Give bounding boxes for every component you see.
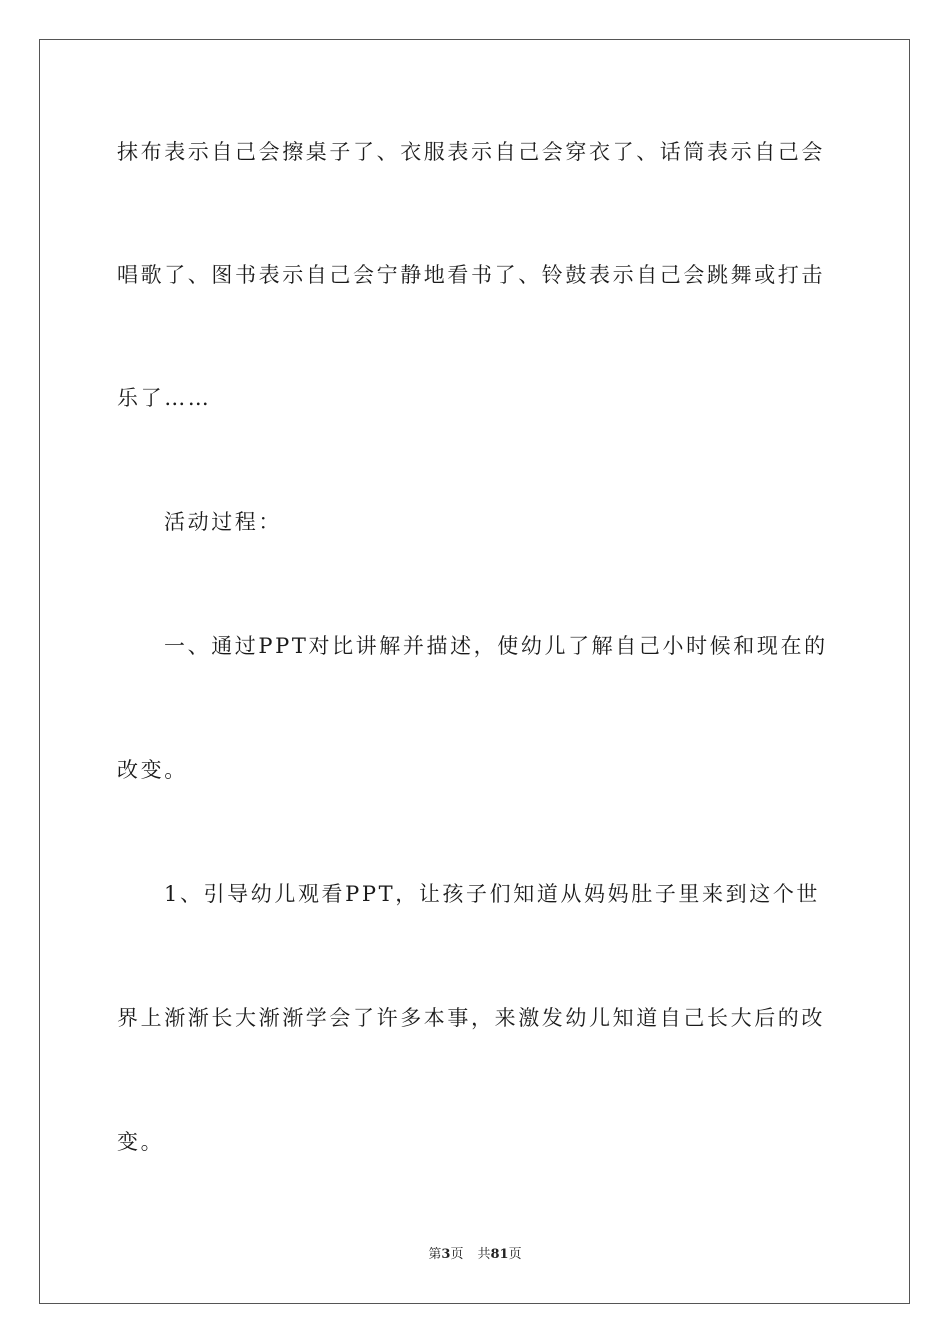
page-number: 3 [441,1247,451,1262]
body-text-line: 改变。 [117,758,188,782]
total-pages: 81 [490,1247,509,1262]
body-text-line: 1、引导幼儿观看PPT，让孩子们知道从妈妈肚子里来到这个世 [164,882,821,906]
total-prefix: 共 [477,1247,491,1262]
page-footer [0,1246,950,1264]
page-border [39,39,910,1304]
body-text-line: 变。 [117,1130,165,1154]
total-suffix: 页 [508,1247,522,1262]
body-text-line: 一、通过PPT对比讲解并描述，使幼儿了解自己小时候和现在的 [164,634,828,658]
body-text-line: 唱歌了、图书表示自己会宁静地看书了、铃鼓表示自己会跳舞或打击 [117,263,825,287]
page-prefix: 第 [428,1247,442,1262]
body-text-line: 抹布表示自己会擦桌子了、衣服表示自己会穿衣了、话筒表示自己会 [117,140,825,164]
page-suffix: 页 [450,1247,464,1262]
section-heading: 活动过程： [164,510,282,534]
body-text-line: 界上渐渐长大渐渐学会了许多本事，来激发幼儿知道自己长大后的改 [117,1006,825,1030]
body-text-line: 乐了…… [117,386,212,410]
